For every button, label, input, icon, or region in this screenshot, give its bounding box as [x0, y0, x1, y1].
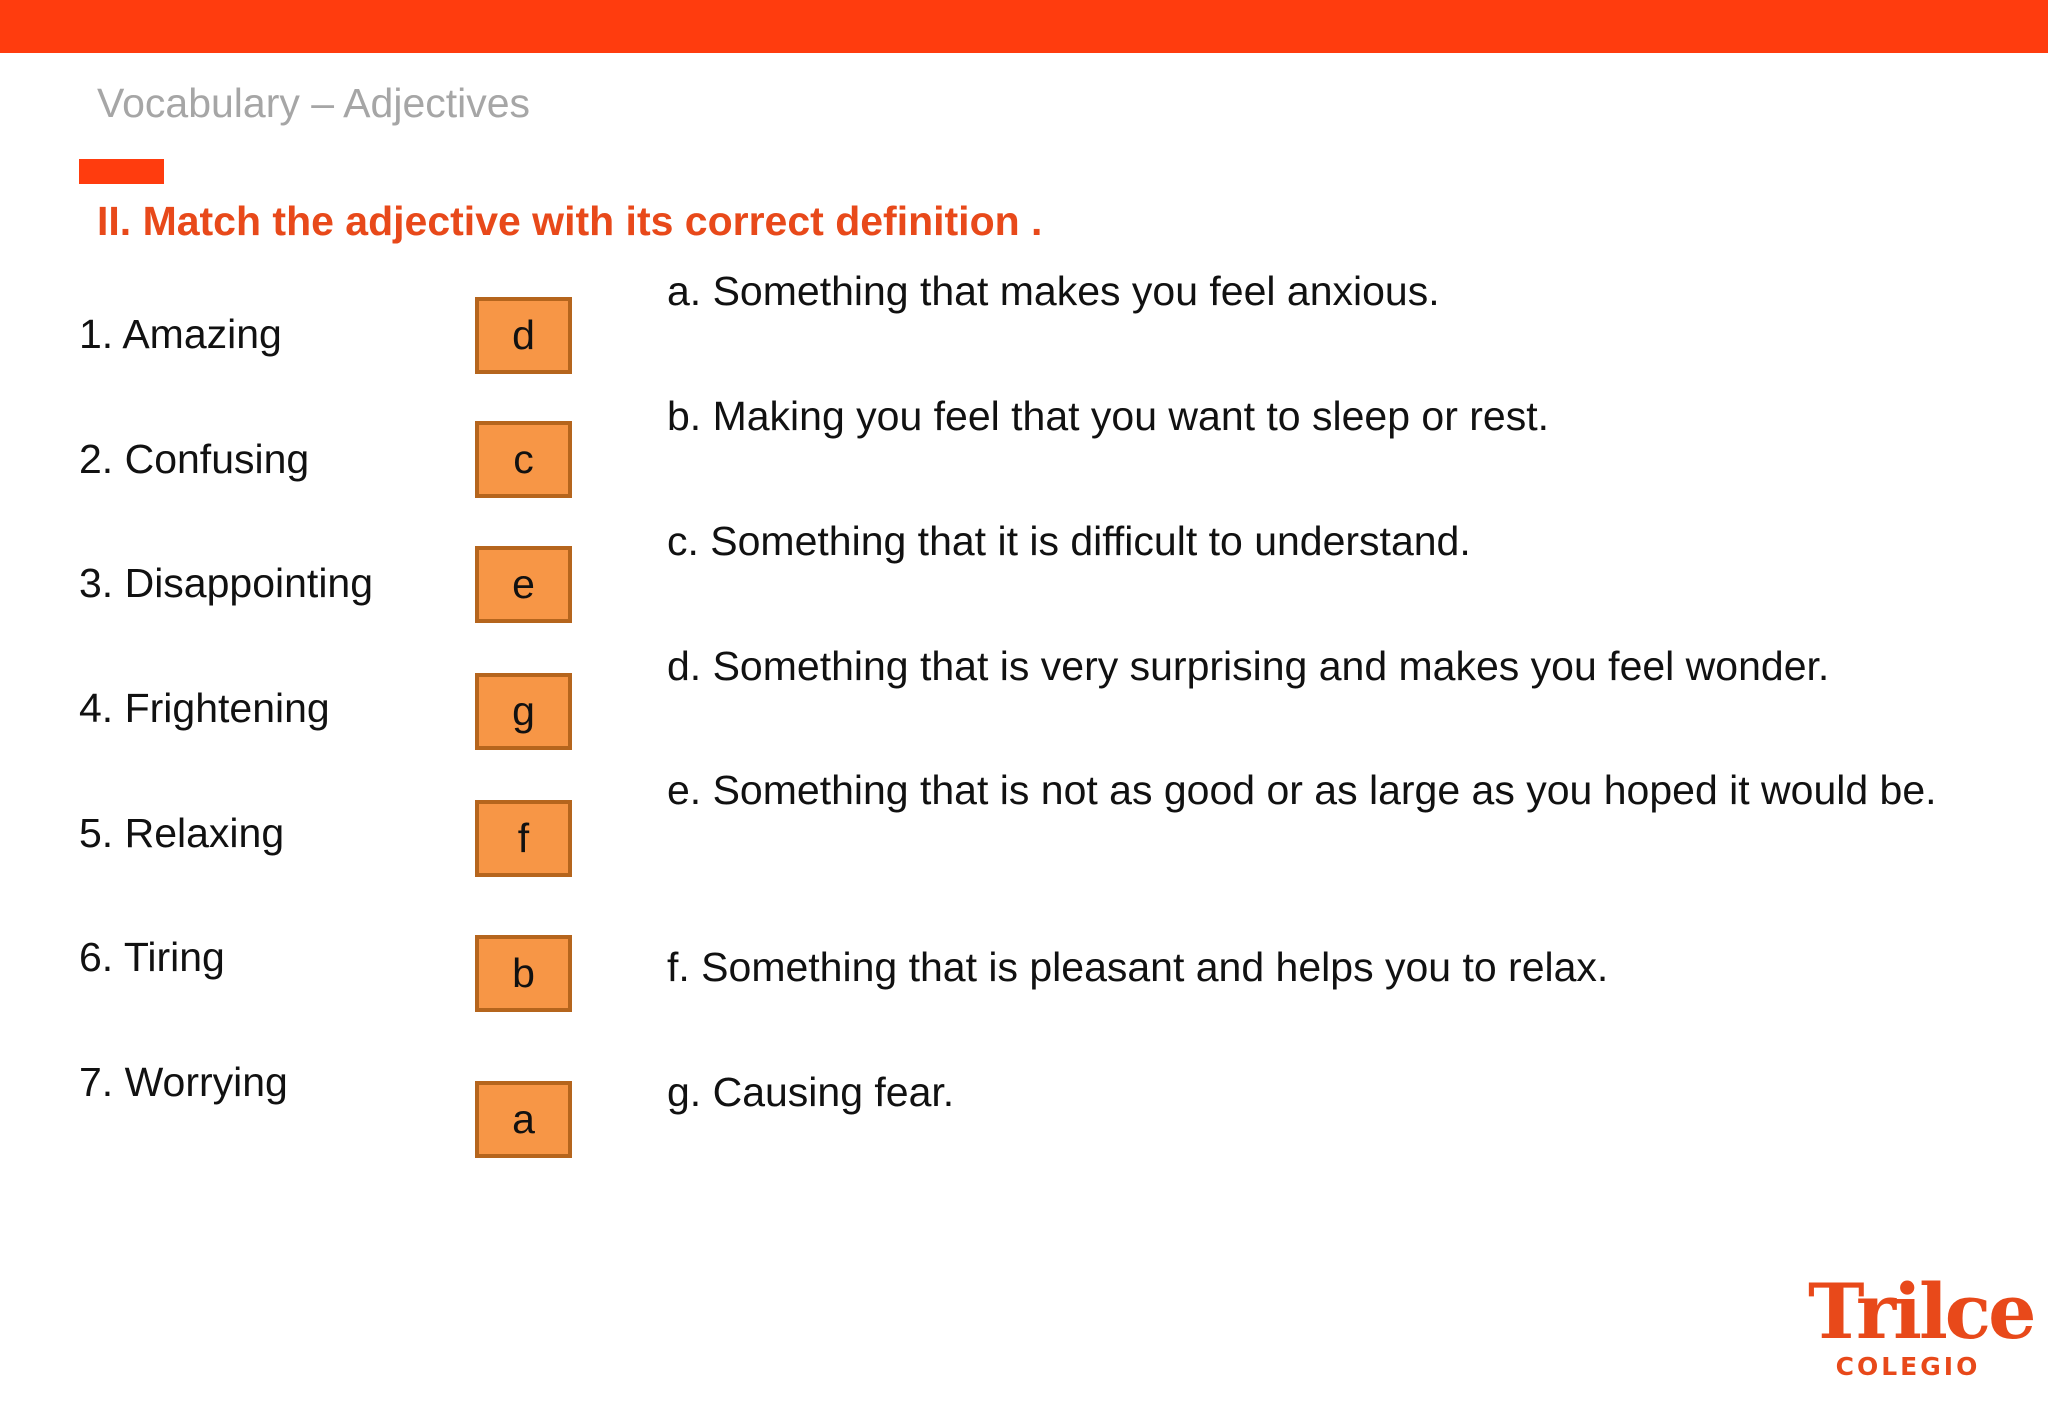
- answer-box-5[interactable]: f: [475, 800, 572, 877]
- slide-subtitle: Vocabulary – Adjectives: [97, 80, 531, 126]
- answer-box-3[interactable]: e: [475, 546, 572, 623]
- definition-d: d. Something that is very surprising and makes you feel wonder.: [667, 643, 1830, 689]
- definition-f: f. Something that is pleasant and helps you to relax.: [667, 944, 1609, 990]
- logo-subtitle: COLEGIO: [1835, 1352, 1981, 1381]
- logo-name: Trilce: [1808, 1267, 2034, 1356]
- answer-box-2[interactable]: c: [475, 421, 572, 498]
- accent-bar: [79, 159, 164, 184]
- definition-b: b. Making you feel that you want to sleep or rest.: [667, 393, 1549, 439]
- word-worrying: 7. Worrying: [79, 1059, 288, 1105]
- definition-e: e. Something that is not as good or as large as you hoped it would be.: [667, 767, 1937, 813]
- answer-box-7[interactable]: a: [475, 1081, 572, 1158]
- top-brand-bar: [0, 0, 2048, 53]
- word-disappointing: 3. Disappointing: [79, 560, 374, 606]
- answer-box-4[interactable]: g: [475, 673, 572, 750]
- definition-c: c. Something that it is difficult to understand.: [667, 518, 1471, 564]
- definition-g: g. Causing fear.: [667, 1069, 955, 1115]
- answer-box-1[interactable]: d: [475, 297, 572, 374]
- trilce-logo: [1808, 1267, 2034, 1392]
- word-tiring: 6. Tiring: [79, 934, 225, 980]
- word-confusing: 2. Confusing: [79, 436, 310, 482]
- word-amazing: 1. Amazing: [79, 311, 282, 357]
- word-frightening: 4. Frightening: [79, 685, 330, 731]
- instruction-heading: II. Match the adjective with its correct definition .: [97, 198, 1043, 244]
- answer-box-6[interactable]: b: [475, 935, 572, 1012]
- definition-a: a. Something that makes you feel anxious.: [667, 268, 1440, 314]
- word-relaxing: 5. Relaxing: [79, 810, 285, 856]
